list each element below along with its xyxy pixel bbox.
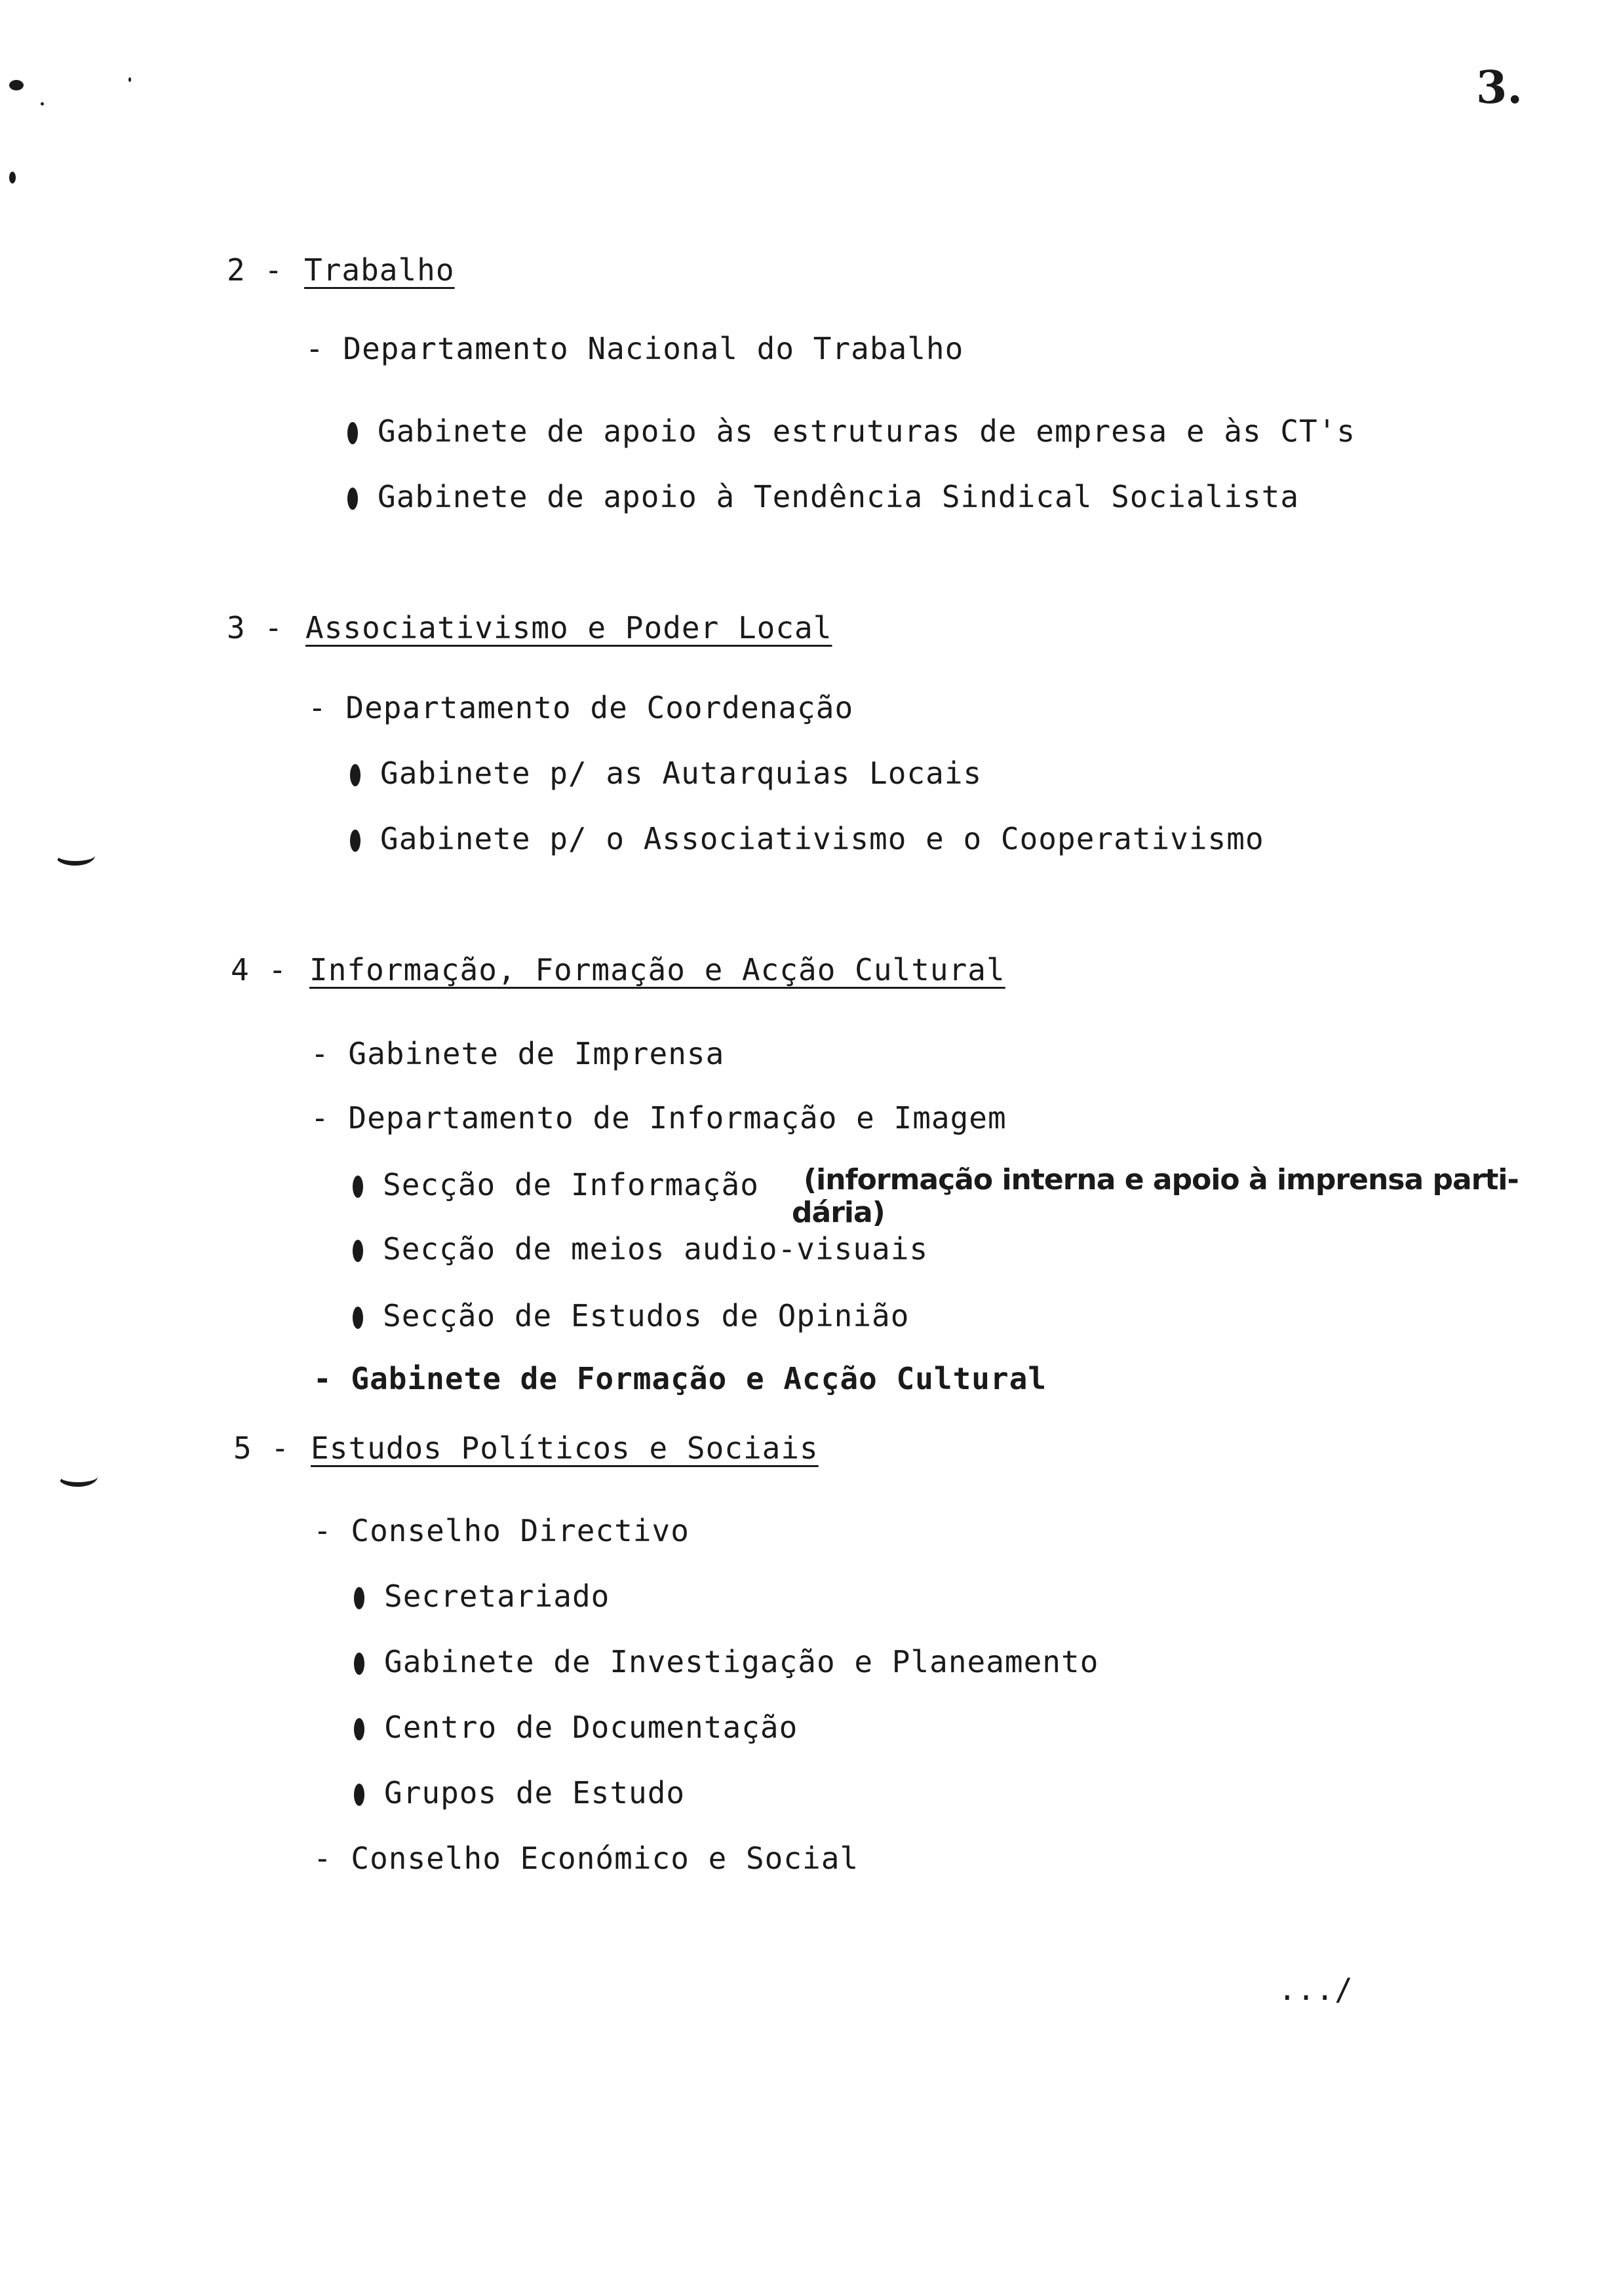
section-number: 5 - bbox=[233, 1430, 290, 1466]
list-item-text: Gabinete p/ as Autarquias Locais bbox=[380, 756, 983, 791]
list-item bbox=[354, 1709, 798, 1746]
bullet-icon bbox=[350, 830, 360, 852]
list-item bbox=[350, 755, 982, 792]
binding-hole-mark bbox=[58, 1466, 98, 1487]
list-item bbox=[353, 1166, 759, 1203]
scan-speck bbox=[128, 77, 131, 82]
department-line: - Conselho Directivo bbox=[313, 1513, 690, 1548]
list-item-text: Secretariado bbox=[384, 1578, 610, 1614]
department-line: - Departamento de Informação e Imagem bbox=[311, 1100, 1007, 1136]
bullet-icon bbox=[354, 1653, 364, 1675]
department-line: - Gabinete de Imprensa bbox=[311, 1036, 725, 1071]
list-item bbox=[347, 478, 1299, 515]
list-item bbox=[354, 1774, 685, 1811]
list-item-text: Gabinete de apoio às estruturas de empresa e às CT's bbox=[378, 413, 1356, 449]
scan-speck bbox=[9, 80, 24, 90]
binding-hole-mark bbox=[55, 845, 95, 866]
bullet-icon bbox=[354, 1784, 364, 1806]
list-item-text: Centro de Documentação bbox=[384, 1710, 798, 1745]
bullet-icon bbox=[354, 1718, 364, 1740]
list-item-text: Secção de Informação bbox=[383, 1167, 759, 1202]
list-item-text: Secção de meios audio-visuais bbox=[383, 1231, 929, 1267]
list-item bbox=[347, 413, 1355, 450]
handwritten-note: dária) bbox=[792, 1196, 885, 1229]
continuation-mark: .../ bbox=[1278, 1972, 1353, 2007]
bullet-icon bbox=[347, 422, 358, 444]
department-line: - Gabinete de Formação e Acção Cultural bbox=[313, 1361, 1047, 1396]
list-item-text: Gabinete de apoio à Tendência Sindical Socialista bbox=[378, 479, 1300, 514]
list-item-text: Secção de Estudos de Opinião bbox=[383, 1298, 910, 1333]
list-item bbox=[354, 1643, 1099, 1680]
department-line: - Departamento de Coordenação bbox=[308, 690, 854, 725]
bullet-icon bbox=[354, 1587, 364, 1609]
handwritten-note: (informação interna e apoio à imprensa parti- bbox=[804, 1163, 1519, 1196]
section-number: 2 - bbox=[227, 252, 284, 288]
bullet-icon bbox=[353, 1176, 363, 1198]
list-item-text: Gabinete de Investigação e Planeamento bbox=[384, 1644, 1099, 1679]
section-title: Associativismo e Poder Local bbox=[305, 610, 832, 645]
bullet-icon bbox=[347, 488, 358, 510]
bullet-icon bbox=[350, 764, 360, 786]
page-number: 3. bbox=[1476, 62, 1523, 114]
list-item-text: Gabinete p/ o Associativismo e o Cooperativismo bbox=[380, 821, 1264, 856]
section-title: Informação, Formação e Acção Cultural bbox=[309, 952, 1005, 987]
list-item bbox=[353, 1231, 928, 1267]
section-title: Trabalho bbox=[304, 252, 455, 288]
department-line: - Departamento Nacional do Trabalho bbox=[305, 331, 964, 366]
list-item bbox=[353, 1297, 909, 1334]
scan-speck bbox=[41, 102, 44, 105]
section-number: 3 - bbox=[227, 610, 284, 645]
list-item bbox=[354, 1578, 610, 1615]
bullet-icon bbox=[353, 1307, 363, 1329]
bullet-icon bbox=[353, 1240, 363, 1262]
scan-speck bbox=[9, 172, 16, 183]
section-title: Estudos Políticos e Sociais bbox=[311, 1430, 819, 1466]
list-item bbox=[350, 820, 1264, 857]
department-line: - Conselho Económico e Social bbox=[313, 1841, 859, 1876]
section-number: 4 - bbox=[231, 952, 288, 987]
list-item-text: Grupos de Estudo bbox=[384, 1775, 686, 1810]
